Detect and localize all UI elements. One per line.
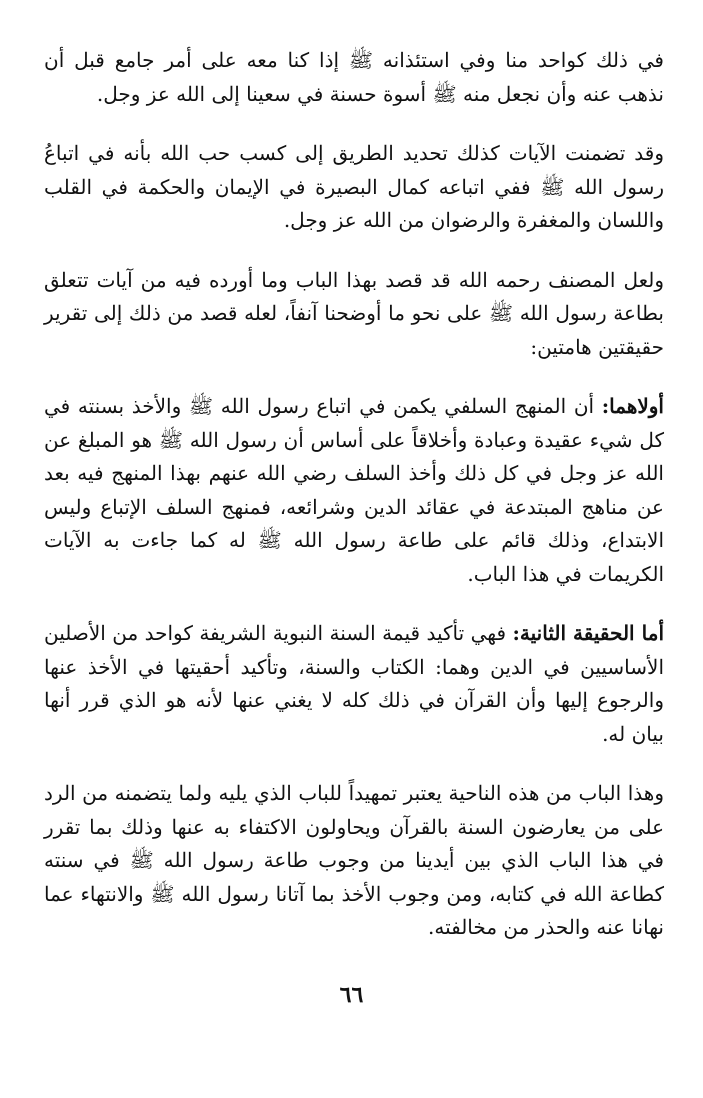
paragraph-1-text: في ذلك كواحد منا وفي استئذانه ﷺ إذا كنا معه على أمر جامع قبل أن نذهب عنه وأن نجعل منه ﷺ أسوة حسنة في سعينا إلى الله عز وجل. [44,48,664,106]
paragraph-6-text: وهذا الباب من هذه الناحية يعتبر تمهيداً للباب الذي يليه ولما يتضمنه من الرد على من يعارضون السنة بالقرآن ويحاولون الاكتفاء به عنها وذلك بما تقرر في هذا الباب الذي بين أيدينا من وجوب طاعة رسول الله ﷺ في سنته كطاعة الله في كتابه، ومن وجوب الأخذ بما آتانا رسول الله ﷺ والانتهاء عما نهانا عنه والحذر من مخالفته. [44,781,664,939]
paragraph-2-text: وقد تضمنت الآيات كذلك تحديد الطريق إلى كسب حب الله بأنه في اتباعُ رسول الله ﷺ ففي اتباعه كمال البصيرة في الإيمان والحكمة في القلب واللسان والمغفرة والرضوان من الله عز وجل. [44,141,664,232]
paragraph-2 [44,137,664,238]
paragraph-5-lead: أما الحقيقة الثانية: [512,621,664,645]
paragraph-6 [44,777,664,945]
page-number: ٦٦ [339,982,364,1008]
paragraph-1 [44,44,664,111]
paragraph-4-text: أن المنهج السلفي يكمن في اتباع رسول الله ﷺ والأخذ بسنته في كل شيء عقيدة وعبادة وأخلاقاً على أساس أن رسول الله ﷺ هو المبلغ عن الله عز وجل في كل ذلك وأخذ السلف رضي الله عنهم بهذا المنهج فيه بعد عن مناهج المبتدعة في عقائد الدين وشرائعه، فمنهج السلف الإتباع وليس الابتداع، وذلك قائم على طاعة رسول الله ﷺ له كما جاءت به الآيات الكريمات في هذا الباب. [44,394,664,586]
paragraph-4 [44,390,664,591]
page-text-body [44,44,664,971]
paragraph-4-lead: أولاهما: [601,394,664,418]
paragraph-3 [44,264,664,365]
paragraph-5 [44,617,664,751]
paragraph-5-text: فهي تأكيد قيمة السنة النبوية الشريفة كواحد من الأصلين الأساسيين في الدين وهما: الكتاب والسنة، وتأكيد أحقيتها في الأخذ عنها والرجوع إليها وأن القرآن في ذلك كله لا يغني عنها لأنه هو الذي قرر أنها بيان له. [44,621,664,746]
paragraph-3-text: ولعل المصنف رحمه الله قد قصد بهذا الباب وما أورده فيه من آيات تتعلق بطاعة رسول الله ﷺ على نحو ما أوضحنا آنفاً، لعله قصد من ذلك إلى تقرير حقيقتين هامتين: [44,267,664,359]
